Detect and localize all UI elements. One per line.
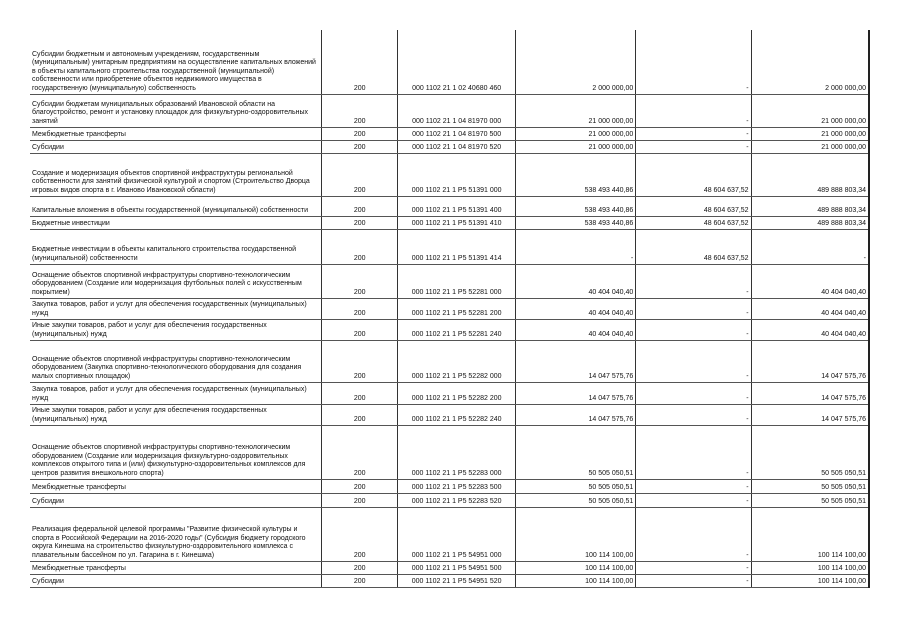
row-budget-code: 000 1102 21 1 04 81970 500	[398, 127, 515, 140]
row-budget-code: 000 1102 21 1 P5 52283 000	[398, 425, 515, 479]
row-name: Закупка товаров, работ и услуг для обеспечения государственных (муниципальных) нужд	[30, 298, 321, 319]
row-unexecuted-amount: 50 505 050,51	[751, 493, 869, 507]
budget-table	[30, 30, 870, 588]
row-budget-code: 000 1102 21 1 P5 51391 000	[398, 153, 515, 196]
row-executed-amount: -	[636, 340, 751, 382]
row-unexecuted-amount: 14 047 575,76	[751, 340, 869, 382]
row-line-code: 200	[321, 196, 398, 216]
row-executed-amount: 48 604 637,52	[636, 229, 751, 264]
table-row	[30, 30, 869, 94]
row-executed-amount: -	[636, 404, 751, 425]
row-budget-code: 000 1102 21 1 04 81970 520	[398, 140, 515, 153]
row-executed-amount: -	[636, 319, 751, 340]
row-budget-code: 000 1102 21 1 P5 54951 500	[398, 561, 515, 574]
row-line-code: 200	[321, 229, 398, 264]
row-name: Бюджетные инвестиции в объекты капитального строительства государственной (муниципальной) собственности	[30, 229, 321, 264]
row-budget-code: 000 1102 21 1 P5 51391 400	[398, 196, 515, 216]
row-line-code: 200	[321, 127, 398, 140]
row-approved-amount: 50 505 050,51	[515, 425, 635, 479]
row-line-code: 200	[321, 298, 398, 319]
row-budget-code: 000 1102 21 1 P5 54951 000	[398, 507, 515, 561]
row-budget-code: 000 1102 21 1 P5 52281 200	[398, 298, 515, 319]
row-approved-amount: 100 114 100,00	[515, 561, 635, 574]
row-approved-amount: 100 114 100,00	[515, 507, 635, 561]
row-approved-amount: 2 000 000,00	[515, 30, 635, 94]
row-approved-amount: 40 404 040,40	[515, 319, 635, 340]
row-budget-code: 000 1102 21 1 P5 52282 200	[398, 382, 515, 404]
row-budget-code: 000 1102 21 1 P5 52282 240	[398, 404, 515, 425]
row-approved-amount: 14 047 575,76	[515, 340, 635, 382]
row-approved-amount: 50 505 050,51	[515, 493, 635, 507]
row-name: Субсидии бюджетным и автономным учреждениям, государственным (муниципальным) унитарным предприятиям на осуществление капитальных вложений в объекты капитального строительства государственной (муниципальной) собственности или приобретение объектов недвижимого имущества в государственную (муниципальную) собственность	[30, 30, 321, 94]
row-approved-amount: 40 404 040,40	[515, 298, 635, 319]
row-line-code: 200	[321, 264, 398, 298]
row-approved-amount: 21 000 000,00	[515, 94, 635, 127]
table-row	[30, 216, 869, 229]
row-line-code: 200	[321, 404, 398, 425]
row-executed-amount: 48 604 637,52	[636, 153, 751, 196]
row-line-code: 200	[321, 30, 398, 94]
row-name: Закупка товаров, работ и услуг для обеспечения государственных (муниципальных) нужд	[30, 382, 321, 404]
row-unexecuted-amount: 100 114 100,00	[751, 507, 869, 561]
row-approved-amount: 538 493 440,86	[515, 153, 635, 196]
row-approved-amount: 14 047 575,76	[515, 382, 635, 404]
row-name: Оснащение объектов спортивной инфраструктуры спортивно-технологическим оборудованием (Создание или модернизация футбольных полей с искусственным покрытием)	[30, 264, 321, 298]
row-approved-amount: 50 505 050,51	[515, 479, 635, 493]
row-executed-amount: -	[636, 561, 751, 574]
row-name: Капитальные вложения в объекты государственной (муниципальной) собственности	[30, 196, 321, 216]
budget-sheet	[30, 30, 870, 588]
row-budget-code: 000 1102 21 1 P5 52281 240	[398, 319, 515, 340]
row-line-code: 200	[321, 340, 398, 382]
row-name: Бюджетные инвестиции	[30, 216, 321, 229]
row-line-code: 200	[321, 479, 398, 493]
row-approved-amount: 538 493 440,86	[515, 216, 635, 229]
row-name: Межбюджетные трансферты	[30, 479, 321, 493]
row-name: Оснащение объектов спортивной инфраструктуры спортивно-технологическим оборудованием (Закупка спортивно-технологического оборудования для создания малых спортивных площадок)	[30, 340, 321, 382]
row-executed-amount: -	[636, 479, 751, 493]
row-line-code: 200	[321, 140, 398, 153]
row-executed-amount: -	[636, 264, 751, 298]
row-name: Иные закупки товаров, работ и услуг для обеспечения государственных (муниципальных) нужд	[30, 319, 321, 340]
row-budget-code: 000 1102 21 1 02 40680 460	[398, 30, 515, 94]
row-name: Иные закупки товаров, работ и услуг для обеспечения государственных (муниципальных) нужд	[30, 404, 321, 425]
table-row	[30, 196, 869, 216]
row-unexecuted-amount: 21 000 000,00	[751, 127, 869, 140]
row-unexecuted-amount: 50 505 050,51	[751, 425, 869, 479]
row-name: Межбюджетные трансферты	[30, 561, 321, 574]
table-row	[30, 264, 869, 298]
row-approved-amount: 21 000 000,00	[515, 140, 635, 153]
row-budget-code: 000 1102 21 1 P5 51391 414	[398, 229, 515, 264]
row-unexecuted-amount: 489 888 803,34	[751, 216, 869, 229]
table-row	[30, 493, 869, 507]
row-executed-amount: -	[636, 298, 751, 319]
row-unexecuted-amount: 14 047 575,76	[751, 404, 869, 425]
table-row	[30, 298, 869, 319]
row-budget-code: 000 1102 21 1 P5 52283 520	[398, 493, 515, 507]
row-name: Субсидии бюджетам муниципальных образований Ивановской области на благоустройство, ремонт и установку площадок для физкультурно-оздоровительных занятий	[30, 94, 321, 127]
row-unexecuted-amount: 100 114 100,00	[751, 561, 869, 574]
row-line-code: 200	[321, 153, 398, 196]
table-row	[30, 404, 869, 425]
row-executed-amount: -	[636, 507, 751, 561]
row-approved-amount: 100 114 100,00	[515, 574, 635, 587]
row-budget-code: 000 1102 21 1 04 81970 000	[398, 94, 515, 127]
row-executed-amount: -	[636, 30, 751, 94]
row-unexecuted-amount: 40 404 040,40	[751, 319, 869, 340]
row-name: Субсидии	[30, 140, 321, 153]
row-name: Межбюджетные трансферты	[30, 127, 321, 140]
row-budget-code: 000 1102 21 1 P5 54951 520	[398, 574, 515, 587]
row-name: Оснащение объектов спортивной инфраструктуры спортивно-технологическим оборудованием (Создание или модернизация физкультурно-оздоровительных комплексов открытого типа и (или) физкультурно-оздоровительных комплексов для центров развития внешкольного спорта)	[30, 425, 321, 479]
row-line-code: 200	[321, 425, 398, 479]
row-budget-code: 000 1102 21 1 P5 52282 000	[398, 340, 515, 382]
row-budget-code: 000 1102 21 1 P5 52283 500	[398, 479, 515, 493]
row-line-code: 200	[321, 216, 398, 229]
row-unexecuted-amount: 50 505 050,51	[751, 479, 869, 493]
row-executed-amount: -	[636, 382, 751, 404]
row-line-code: 200	[321, 507, 398, 561]
row-unexecuted-amount: 489 888 803,34	[751, 196, 869, 216]
table-row	[30, 561, 869, 574]
row-unexecuted-amount: 14 047 575,76	[751, 382, 869, 404]
row-executed-amount: -	[636, 574, 751, 587]
row-line-code: 200	[321, 382, 398, 404]
table-row	[30, 574, 869, 587]
row-name: Создание и модернизация объектов спортивной инфраструктуры региональной собственности для занятий физической культурой и спортом (Строительство Дворца игровых видов спорта в г. Иваново Ивановской области)	[30, 153, 321, 196]
row-executed-amount: -	[636, 94, 751, 127]
row-approved-amount: 538 493 440,86	[515, 196, 635, 216]
row-unexecuted-amount: 21 000 000,00	[751, 140, 869, 153]
row-line-code: 200	[321, 319, 398, 340]
row-unexecuted-amount: 40 404 040,40	[751, 264, 869, 298]
row-approved-amount: 21 000 000,00	[515, 127, 635, 140]
table-row	[30, 340, 869, 382]
row-executed-amount: -	[636, 140, 751, 153]
row-unexecuted-amount: 2 000 000,00	[751, 30, 869, 94]
row-name: Субсидии	[30, 574, 321, 587]
row-unexecuted-amount: -	[751, 229, 869, 264]
table-row	[30, 229, 869, 264]
table-row	[30, 507, 869, 561]
row-budget-code: 000 1102 21 1 P5 52281 000	[398, 264, 515, 298]
row-executed-amount: -	[636, 493, 751, 507]
row-executed-amount: 48 604 637,52	[636, 216, 751, 229]
row-line-code: 200	[321, 94, 398, 127]
row-approved-amount: -	[515, 229, 635, 264]
row-unexecuted-amount: 489 888 803,34	[751, 153, 869, 196]
table-row	[30, 94, 869, 127]
table-row	[30, 153, 869, 196]
table-row	[30, 479, 869, 493]
row-line-code: 200	[321, 561, 398, 574]
row-line-code: 200	[321, 493, 398, 507]
table-row	[30, 127, 869, 140]
row-budget-code: 000 1102 21 1 P5 51391 410	[398, 216, 515, 229]
row-unexecuted-amount: 40 404 040,40	[751, 298, 869, 319]
row-name: Субсидии	[30, 493, 321, 507]
row-approved-amount: 14 047 575,76	[515, 404, 635, 425]
row-name: Реализация федеральной целевой программы "Развитие физической культуры и спорта в Российской Федерации на 2016-2020 годы" (Субсидия бюджету городского округа Кинешма на строительство физкультурно-оздоровительного комплекса с плавательным бассейном по ул. Гагарина в г. Кинешма)	[30, 507, 321, 561]
table-row	[30, 140, 869, 153]
row-executed-amount: 48 604 637,52	[636, 196, 751, 216]
row-executed-amount: -	[636, 425, 751, 479]
table-row	[30, 319, 869, 340]
row-approved-amount: 40 404 040,40	[515, 264, 635, 298]
row-unexecuted-amount: 21 000 000,00	[751, 94, 869, 127]
row-unexecuted-amount: 100 114 100,00	[751, 574, 869, 587]
row-executed-amount: -	[636, 127, 751, 140]
table-row	[30, 382, 869, 404]
table-row	[30, 425, 869, 479]
row-line-code: 200	[321, 574, 398, 587]
